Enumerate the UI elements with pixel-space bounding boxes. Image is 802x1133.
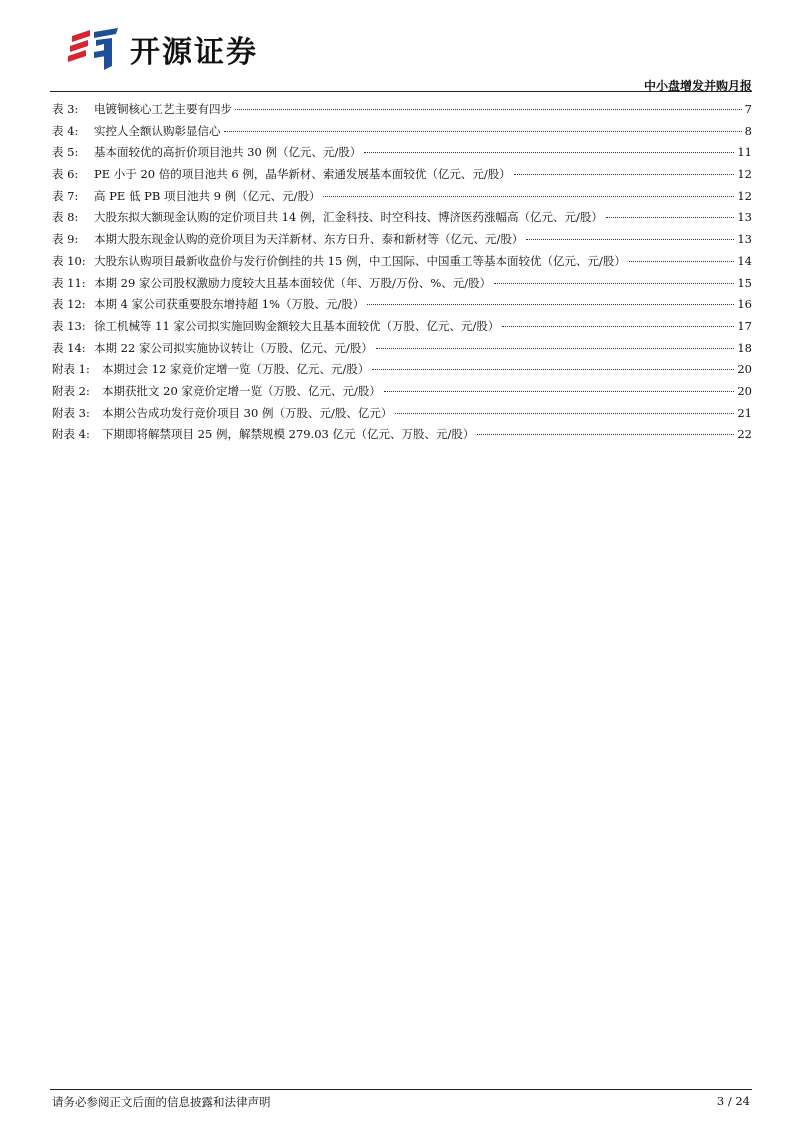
dot-leader (364, 152, 734, 153)
toc-entry-page: 13 (737, 210, 752, 225)
header-divider (50, 91, 752, 92)
toc-entry[interactable] (52, 188, 752, 210)
company-logo-icon (66, 26, 124, 72)
toc-entry-label: 附表 3: (52, 405, 90, 420)
toc-entry[interactable] (52, 275, 752, 297)
toc-entry-title: 实控人全额认购彰显信心 (94, 123, 221, 138)
toc-entry-label: 表 3: (52, 102, 79, 116)
toc-entry[interactable] (52, 383, 752, 405)
toc-entry-label: 表 5: (52, 145, 79, 160)
footer-divider (50, 1089, 752, 1090)
toc-entry-label: 表 13: (52, 318, 86, 333)
toc-entry[interactable] (52, 426, 752, 448)
toc-entry[interactable] (52, 340, 752, 362)
dot-leader (367, 304, 734, 305)
toc-entry-title: 本期获批文 20 家竞价定增一览（万股、亿元、元/股） (102, 383, 381, 398)
toc-entry-title: 下期即将解禁项目 25 例，解禁规模 279.03 亿元（亿元、万股、元/股） (102, 427, 475, 442)
toc-entry-page: 20 (737, 383, 752, 398)
page-number: 3 / 24 (716, 1094, 750, 1108)
toc-entry-page: 20 (737, 362, 752, 377)
dot-leader (477, 434, 734, 435)
toc-entry-title: 徐工机械等 11 家公司拟实施回购金额较大且基本面较优（万股、亿元、元/股） (94, 318, 500, 333)
toc-entry-title: 本期过会 12 家竞价定增一览（万股、亿元、元/股） (102, 362, 370, 377)
dot-leader (606, 217, 735, 218)
toc-entry-label: 表 8: (52, 210, 79, 225)
toc-entry-page: 15 (737, 275, 752, 290)
dot-leader (514, 174, 735, 175)
toc-entry-title: 基本面较优的高折价项目池共 30 例（亿元、元/股） (94, 145, 362, 160)
toc-entry-label: 表 12: (52, 297, 86, 312)
toc-entry[interactable] (52, 123, 752, 145)
toc-entry-label: 表 11: (52, 275, 86, 290)
toc-entry[interactable] (52, 144, 752, 166)
toc-entry-page: 14 (737, 253, 752, 268)
toc-entry-page: 12 (737, 167, 752, 182)
dot-leader (502, 326, 734, 327)
toc-entry-page: 17 (737, 318, 752, 333)
dot-leader (384, 391, 735, 392)
toc-entry-page: 18 (737, 340, 752, 355)
toc-entry[interactable] (52, 253, 752, 275)
logo-text: 开源证券 (130, 35, 258, 70)
toc-entry[interactable] (52, 209, 752, 231)
company-logo (66, 26, 258, 72)
toc-entry-page: 16 (737, 297, 752, 312)
toc-entry-label: 附表 4: (52, 427, 90, 442)
toc-entry-label: 表 10: (52, 253, 86, 268)
toc-entry[interactable] (52, 296, 752, 318)
toc-entry-page: 13 (737, 232, 752, 247)
table-of-contents (52, 101, 752, 448)
toc-entry-title: 本期 22 家公司拟实施协议转让（万股、亿元、元/股） (94, 340, 373, 355)
toc-entry-page: 12 (737, 188, 752, 203)
toc-entry[interactable] (52, 231, 752, 253)
toc-entry[interactable] (52, 101, 752, 123)
toc-entry-label: 表 4: (52, 123, 79, 138)
dot-leader (235, 109, 742, 110)
toc-entry-label: 表 7: (52, 188, 79, 203)
toc-entry-title: 本期 29 家公司股权激励力度较大且基本面较优（年、万股/万份、%、元/股） (94, 275, 492, 290)
toc-entry-label: 表 9: (52, 232, 79, 247)
report-type: 中小盘增发并购月报 (643, 79, 752, 93)
toc-entry-title: 高 PE 低 PB 项目池共 9 例（亿元、元/股） (94, 188, 321, 203)
dot-leader (376, 348, 735, 349)
toc-entry-title: 本期公告成功发行竞价项目 30 例（万股、元/股、亿元） (102, 405, 393, 420)
toc-entry-title: 本期大股东现金认购的竞价项目为天洋新材、东方日升、泰和新材等（亿元、元/股） (94, 232, 524, 247)
dot-leader (224, 131, 742, 132)
toc-entry-page: 8 (744, 123, 752, 138)
toc-entry-label: 表 6: (52, 167, 79, 182)
toc-entry-title: PE 小于 20 倍的项目池共 6 例，晶华新材、索通发展基本面较优（亿元、元/股） (94, 167, 511, 182)
dot-leader (629, 261, 735, 262)
toc-entry[interactable] (52, 361, 752, 383)
dot-leader (395, 413, 734, 414)
toc-entry-page: 22 (737, 427, 752, 442)
toc-entry-title: 大股东认购项目最新收盘价与发行价倒挂的共 15 例，中工国际、中国重工等基本面较优（亿元、元/股） (94, 253, 626, 268)
dot-leader (323, 196, 734, 197)
toc-entry-label: 附表 2: (52, 383, 90, 398)
toc-entry[interactable] (52, 166, 752, 188)
toc-entry-title: 电镀铜核心工艺主要有四步 (94, 102, 232, 116)
toc-entry-label: 附表 1: (52, 362, 90, 377)
toc-entry[interactable] (52, 405, 752, 427)
toc-entry-page: 11 (737, 145, 752, 160)
footer-disclaimer: 请务必参阅正文后面的信息披露和法律声明 (52, 1095, 271, 1109)
toc-entry-label: 表 14: (52, 340, 86, 355)
toc-entry-title: 本期 4 家公司获重要股东增持超 1%（万股、元/股） (94, 297, 365, 312)
toc-entry-page: 7 (744, 102, 752, 116)
dot-leader (494, 283, 734, 284)
toc-entry-page: 21 (737, 405, 752, 420)
dot-leader (526, 239, 734, 240)
dot-leader (372, 369, 734, 370)
toc-entry[interactable] (52, 318, 752, 340)
toc-entry-title: 大股东拟大额现金认购的定价项目共 14 例，汇金科技、时空科技、博济医药涨幅高（亿元、元/股） (94, 210, 603, 225)
